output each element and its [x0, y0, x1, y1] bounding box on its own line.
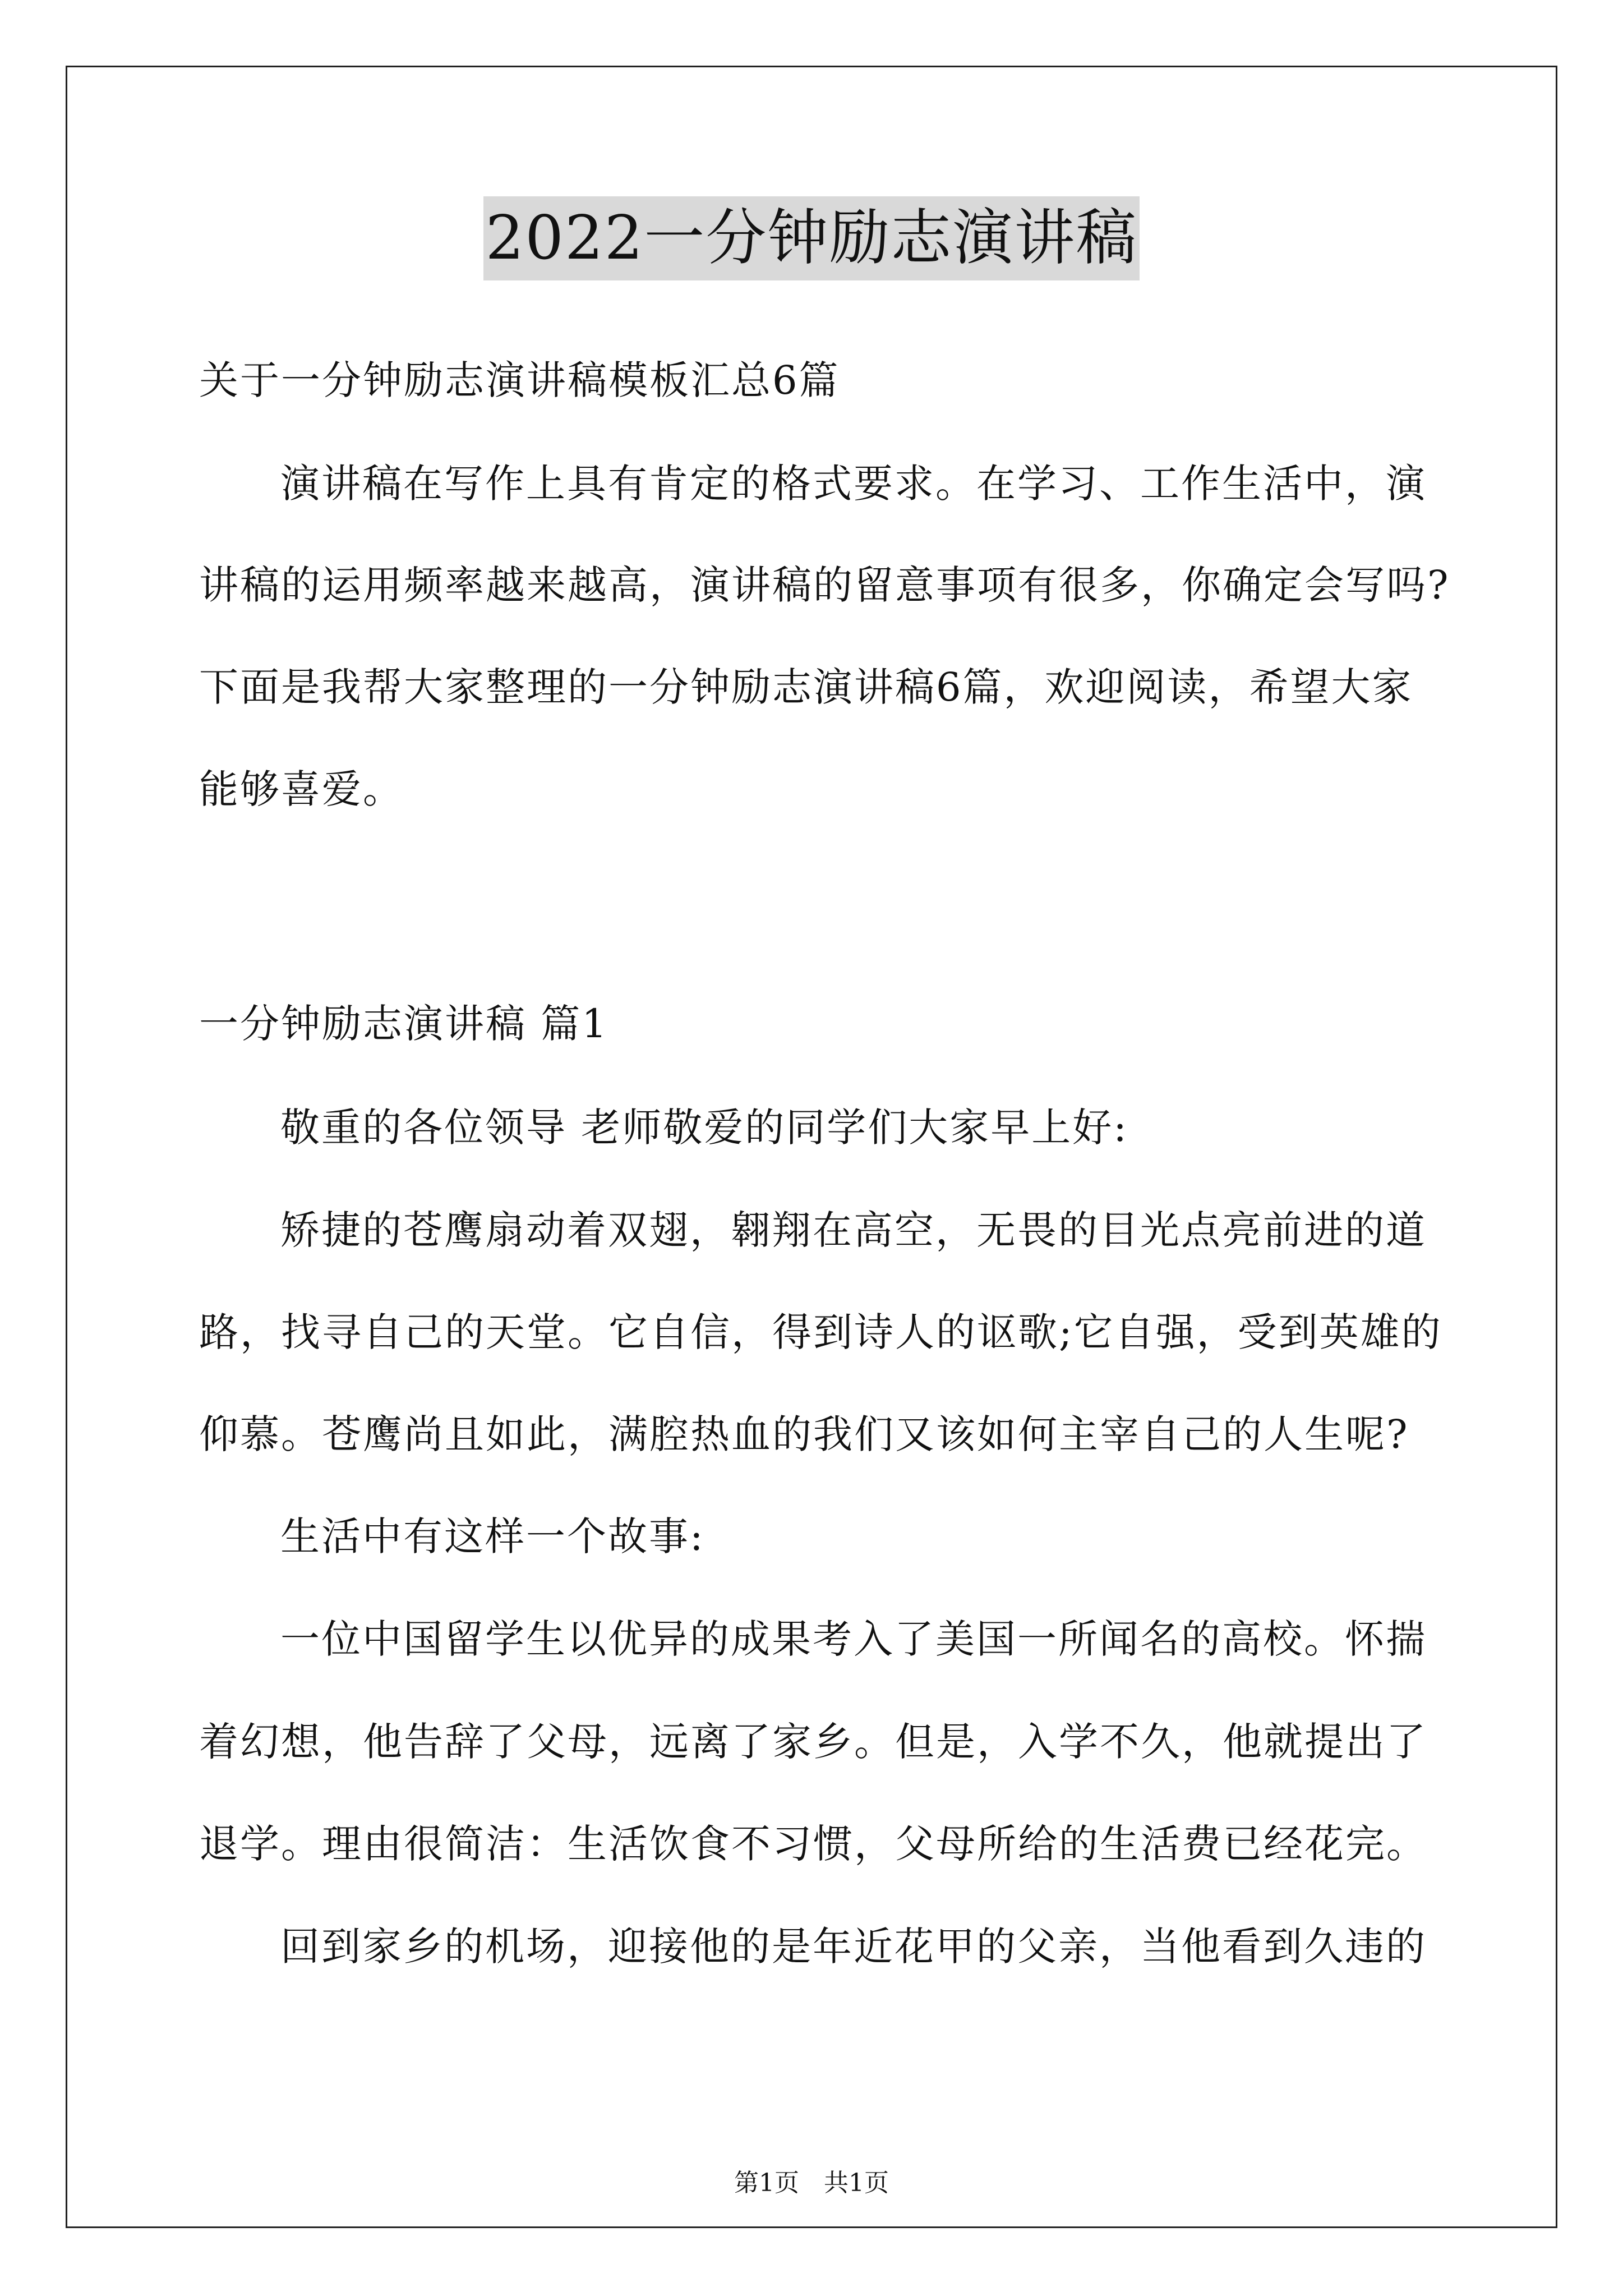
- body-line: 生活中有这样一个故事:: [280, 1513, 705, 1559]
- subtitle: 关于一分钟励志演讲稿模板汇总6篇: [199, 357, 840, 403]
- body-line: 矫捷的苍鹰扇动着双翅，翱翔在高空，无畏的目光点亮前进的道: [280, 1207, 1427, 1253]
- intro-line: 下面是我帮大家整理的一分钟励志演讲稿6篇，欢迎阅读，希望大家: [199, 664, 1413, 710]
- page-footer: 第1页 共1页: [734, 2169, 889, 2197]
- body-line: 仰慕。苍鹰尚且如此，满腔热血的我们又该如何主宰自己的人生呢?: [199, 1411, 1409, 1457]
- intro-line: 能够喜爱。: [199, 766, 404, 812]
- body-line: 着幻想，他告辞了父母，远离了家乡。但是，入学不久，他就提出了: [199, 1719, 1427, 1765]
- body-line: 退学。理由很简洁：生活饮食不习惯，父母所给的生活费已经花完。: [199, 1821, 1427, 1867]
- body-line: 敬重的各位领导 老师敬爱的同学们大家早上好:: [280, 1105, 1128, 1151]
- section-heading: 一分钟励志演讲稿 篇1: [199, 1001, 608, 1047]
- document-title: 2022一分钟励志演讲稿: [483, 196, 1140, 280]
- title-container: [0, 196, 1623, 280]
- intro-line: 演讲稿在写作上具有肯定的格式要求。在学习、工作生活中，演: [280, 461, 1427, 507]
- intro-line: 讲稿的运用频率越来越高，演讲稿的留意事项有很多，你确定会写吗?: [199, 562, 1450, 608]
- body-line: 回到家乡的机场，迎接他的是年近花甲的父亲，当他看到久违的: [280, 1924, 1427, 1970]
- body-line: 路，找寻自己的天堂。它自信，得到诗人的讴歌;它自强，受到英雄的: [199, 1309, 1442, 1355]
- body-line: 一位中国留学生以优异的成果考入了美国一所闻名的高校。怀揣: [280, 1616, 1427, 1662]
